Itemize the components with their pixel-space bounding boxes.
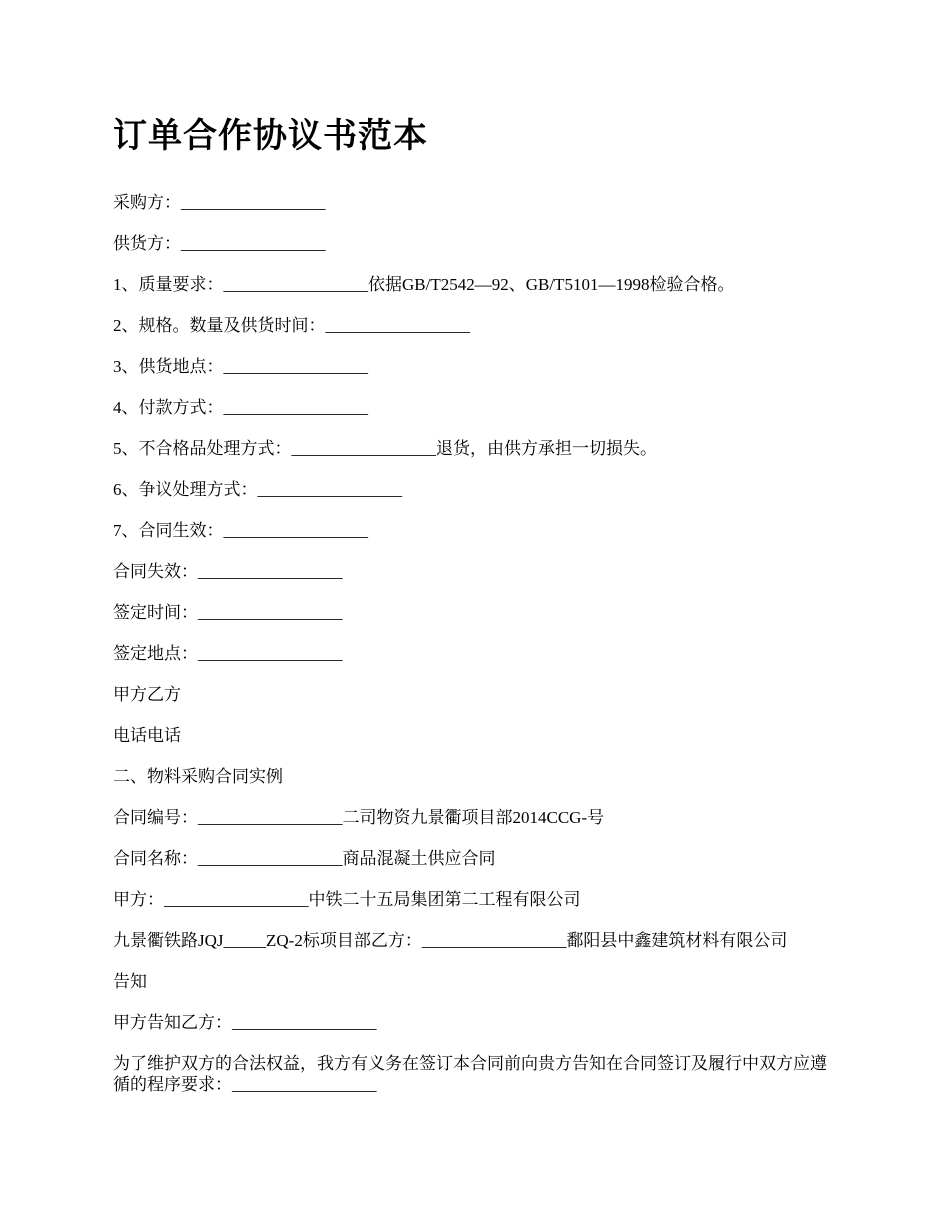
phone-line: 电话电话 xyxy=(113,726,181,745)
dispute-handling-line: 6、争议处理方式：_________________ xyxy=(113,480,402,499)
specification-line: 2、规格。数量及供货时间：_________________ xyxy=(113,316,470,335)
section-heading: 二、物料采购合同实例 xyxy=(113,767,283,786)
contract-effective-line: 7、合同生效：_________________ xyxy=(113,521,368,540)
defect-handling-line: 5、不合格品处理方式：_________________退货，由供方承担一切损失。 xyxy=(113,439,657,458)
buyer-line: 采购方：_________________ xyxy=(113,193,326,212)
project-party-b-line: 九景衢铁路JQJ_____ZQ-2标项目部乙方：_________________鄱阳县中鑫建筑材料有限公司 xyxy=(113,931,788,950)
quality-requirement-line: 1、质量要求：_________________依据GB/T2542—92、GB/T5101—1998检验合格。 xyxy=(113,275,735,294)
contract-number-line: 合同编号：_________________二司物资九景衢项目部2014CCG-号 xyxy=(113,808,605,827)
payment-method-line: 4、付款方式：_________________ xyxy=(113,398,368,417)
supplier-line: 供货方：_________________ xyxy=(113,234,326,253)
delivery-location-line: 3、供货地点：_________________ xyxy=(113,357,368,376)
document-body xyxy=(113,108,843,1115)
document-title: 订单合作协议书范本 xyxy=(113,118,428,155)
notice-heading: 告知 xyxy=(113,972,147,991)
signing-location-line: 签定地点：_________________ xyxy=(113,644,343,663)
notice-intro-line: 甲方告知乙方：_________________ xyxy=(113,1013,377,1032)
contract-name-line: 合同名称：_________________商品混凝土供应合同 xyxy=(113,849,496,868)
party-a-line: 甲方：_________________中铁二十五局集团第二工程有限公司 xyxy=(113,890,581,909)
notice-body-line: 为了维护双方的合法权益，我方有义务在签订本合同前向贵方告知在合同签订及履行中双方应遵循的程序要求：_________________ xyxy=(113,1054,827,1094)
contract-expiry-line: 合同失效：_________________ xyxy=(113,562,343,581)
signing-time-line: 签定时间：_________________ xyxy=(113,603,343,622)
party-a-b-line: 甲方乙方 xyxy=(113,685,181,704)
